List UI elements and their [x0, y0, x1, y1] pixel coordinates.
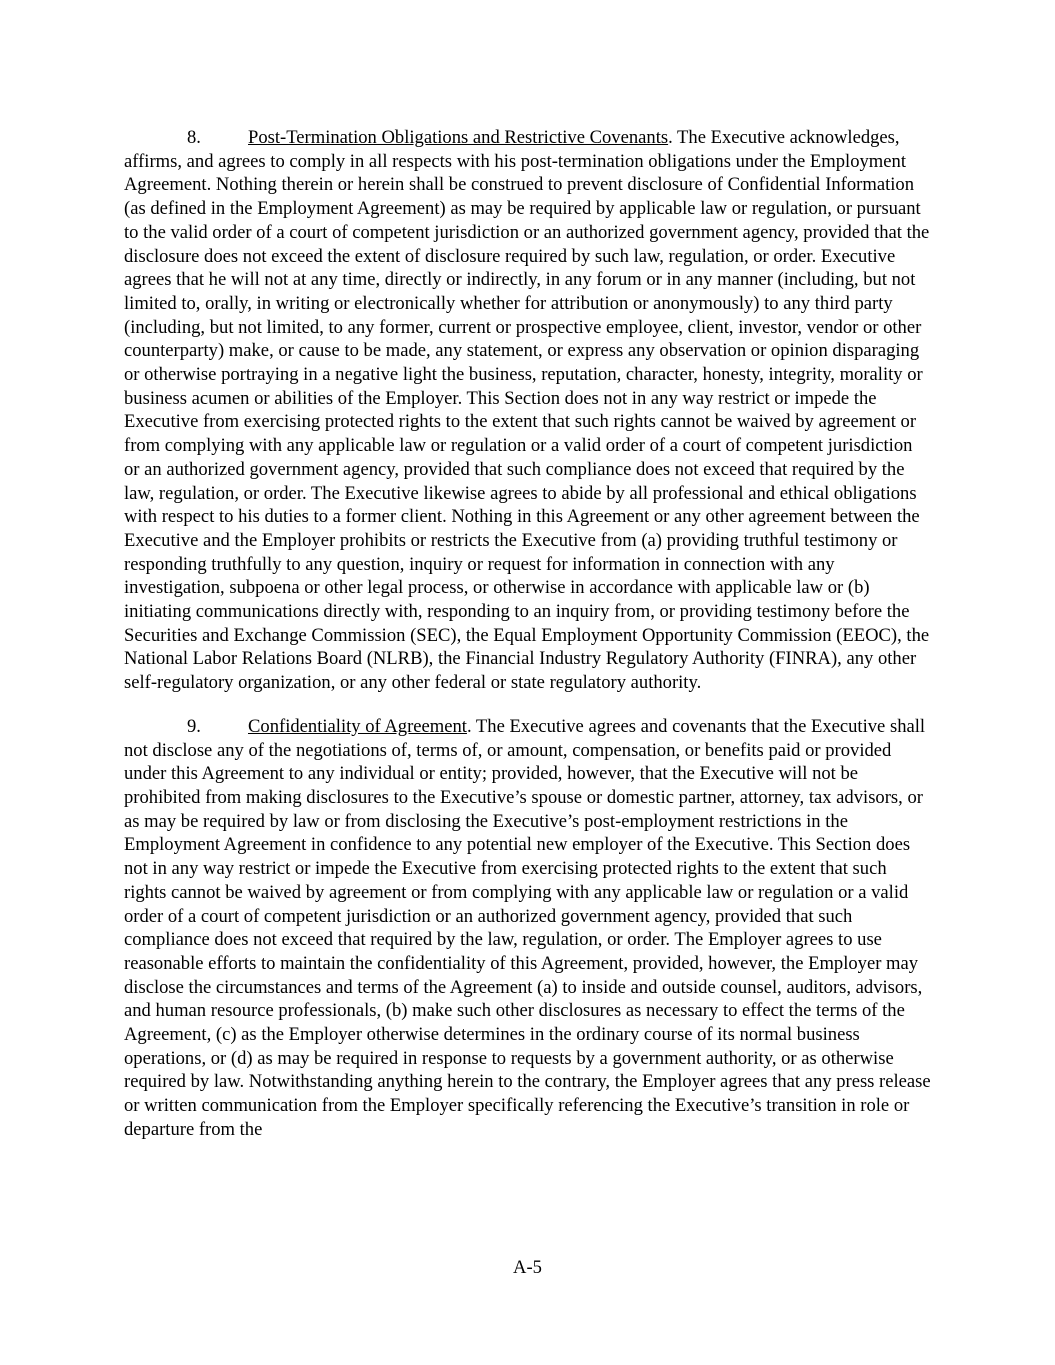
document-body	[124, 126, 931, 1162]
section-9-paragraph	[124, 715, 931, 1142]
section-8-paragraph	[124, 126, 931, 695]
section-9-heading: Confidentiality of Agreement	[248, 715, 467, 737]
section-9-number: 9.	[187, 715, 201, 737]
page-number: A-5	[513, 1257, 542, 1278]
section-8-body: . The Executive acknowledges, affirms, and agrees to comply in all respects with his post-termination obligations under the Employment Agreement. Nothing therein or herein shall be construed to prevent disclosure of Confidential Information (as defined in the Employment Agreement) as may be required by applicable law or regulation, or pursuant to the valid order of a court of competent jurisdiction or an authorized government agency, provided that the disclosure does not exceed the extent of disclosure required by such law, regulation, or order. Executive agrees that he will not at any time, directly or indirectly, in any forum or in any manner (including, but not limited to, orally, in writing or electronically whether for attribution or anonymously) to any third party (including, but not limited, to any former, current or prospective employee, client, investor, vendor or other counterparty) make, or cause to be made, any statement, or express any observation or opinion disparaging or otherwise portraying in a negative light the business, reputation, character, honesty, integrity, morality or business acumen or abilities of the Employer. This Section does not in any way restrict or impede the Executive from exercising protected rights to the extent that such rights cannot be waived by agreement or from complying with any applicable law or regulation or a valid order of a court of competent jurisdiction or an authorized government agency, provided that such compliance does not exceed that required by the law, regulation, or order. The Executive likewise agrees to abide by all professional and ethical obligations with respect to his duties to a former client. Nothing in this Agreement or any other agreement between the Executive and the Employer prohibits or restricts the Executive from (a) providing truthful testimony or responding truthfully to any question, inquiry or request for information in connection with any investigation, subpoena or other legal process, or otherwise in accordance with applicable law or (b) initiating communications directly with, responding to an inquiry from, or providing testimony before the Securities and Exchange Commission (SEC), the Equal Employment Opportunity Commission (EEOC), the National Labor Relations Board (NLRB), the Financial Industry Regulatory Authority (FINRA), any other self-regulatory organization, or any other federal or state regulatory authority.	[124, 127, 930, 694]
section-8-number: 8.	[187, 127, 201, 148]
section-9-body: . The Executive agrees and covenants that the Executive shall not disclose any of the negotiations of, terms of, or amount, compensation, or benefits paid or provided under this Agreement to any individual or entity; provided, however, that the Executive will not be prohibited from making disclosures to the Executive’s spouse or domestic partner, attorney, tax advisors, or as may be required by law or from disclosing the Executive’s post-employment restrictions in the Employment Agreement in confidence to any potential new employer of the Executive. This Section does not in any way restrict or impede the Executive from exercising protected rights to the extent that such rights cannot be waived by agreement or from complying with any applicable law or regulation or a valid order of a court of competent jurisdiction or an authorized government agency, provided that such compliance does not exceed that required by the law, regulation, or order. The Employer agrees to use reasonable efforts to maintain the confidentiality of this Agreement, provided, however, the Employer may disclose the circumstances and terms of the Agreement (a) to inside and outside counsel, auditors, advisors, and human resource professionals, (b) make such other disclosures as necessary to effect the terms of the Agreement, (c) as the Employer otherwise determines in the ordinary course of its normal business operations, or (d) as may be required in response to requests by a government authority, or as otherwise required by law. Notwithstanding anything herein to the contrary, the Employer agrees that any press release or written communication from the Employer specifically referencing the Executive’s transition in role or departure from the	[124, 715, 931, 1140]
section-8-heading: Post-Termination Obligations and Restrictive Covenants	[248, 127, 669, 148]
